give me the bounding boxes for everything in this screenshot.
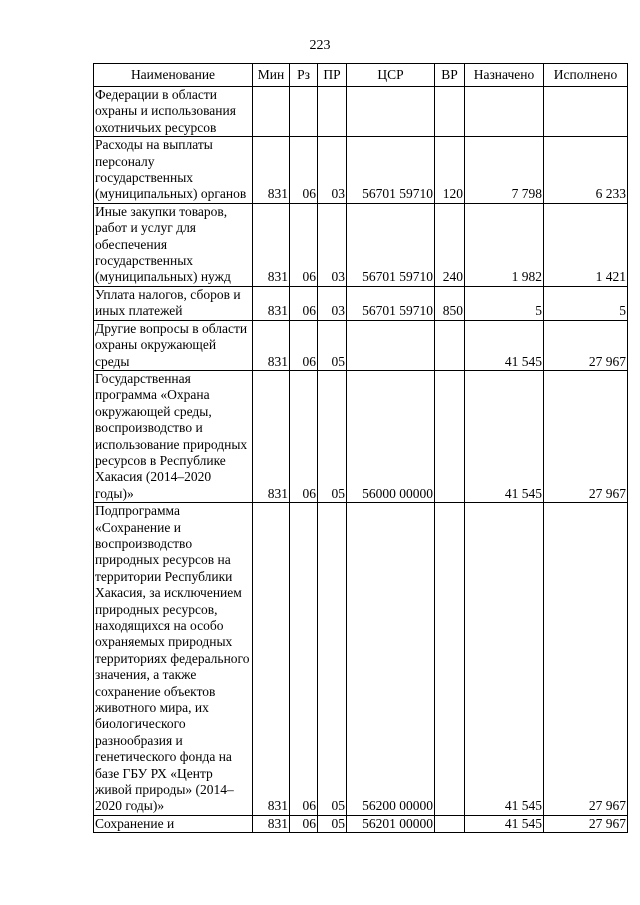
cell-name: Иные закупки товаров, работ и услуг для обеспечения государственных (муниципальных) нужд [94, 203, 253, 286]
cell-vr: 240 [435, 203, 465, 286]
cell-vr [435, 87, 465, 137]
cell-csr: 56200 00000 [347, 503, 435, 816]
cell-vr [435, 370, 465, 502]
cell-pr: 03 [318, 137, 347, 204]
cell-name: Расходы на выплаты персоналу государственных (муниципальных) органов [94, 137, 253, 204]
table-row [94, 286, 628, 320]
header-rz: Рз [290, 64, 318, 87]
cell-pr: 05 [318, 370, 347, 502]
cell-executed: 1 421 [544, 203, 628, 286]
cell-rz [290, 87, 318, 137]
table-row [94, 203, 628, 286]
cell-executed: 27 967 [544, 503, 628, 816]
header-vr: ВР [435, 64, 465, 87]
cell-min: 831 [253, 503, 290, 816]
cell-pr [318, 87, 347, 137]
cell-executed: 27 967 [544, 370, 628, 502]
table-row [94, 503, 628, 816]
cell-csr: 56701 59710 [347, 137, 435, 204]
cell-vr [435, 815, 465, 832]
cell-min: 831 [253, 320, 290, 370]
table-row [94, 87, 628, 137]
cell-pr: 05 [318, 815, 347, 832]
cell-executed: 6 233 [544, 137, 628, 204]
cell-assigned: 5 [465, 286, 544, 320]
cell-executed: 27 967 [544, 815, 628, 832]
cell-min: 831 [253, 286, 290, 320]
header-name: Наименование [94, 64, 253, 87]
cell-rz: 06 [290, 815, 318, 832]
cell-min: 831 [253, 370, 290, 502]
cell-rz: 06 [290, 203, 318, 286]
cell-rz: 06 [290, 503, 318, 816]
header-min: Мин [253, 64, 290, 87]
cell-executed: 27 967 [544, 320, 628, 370]
table-row [94, 320, 628, 370]
cell-csr: 56701 59710 [347, 286, 435, 320]
cell-name: Государственная программа «Охрана окружающей среды, воспроизводство и использование природных ресурсов в Республике Хакасия (2014–2020 годы)» [94, 370, 253, 502]
cell-executed [544, 87, 628, 137]
budget-table [93, 63, 628, 833]
header-pr: ПР [318, 64, 347, 87]
cell-rz: 06 [290, 286, 318, 320]
table-header-row [94, 64, 628, 87]
cell-assigned: 7 798 [465, 137, 544, 204]
cell-rz: 06 [290, 137, 318, 204]
cell-min [253, 87, 290, 137]
cell-name: Подпрограмма «Сохранение и воспроизводство природных ресурсов на территории Республики Хакасия, за исключением природных ресурсов, находящихся на особо охраняемых природных территориях федерального значения, а также сохранение объектов животного мира, их биологического разнообразия и генетического фонда на базе ГБУ РХ «Центр живой природы» (2014–2020 годы)» [94, 503, 253, 816]
cell-csr [347, 87, 435, 137]
cell-name: Федерации в области охраны и использования охотничьих ресурсов [94, 87, 253, 137]
cell-vr: 120 [435, 137, 465, 204]
cell-csr: 56201 00000 [347, 815, 435, 832]
header-executed: Исполнено [544, 64, 628, 87]
cell-assigned: 41 545 [465, 370, 544, 502]
cell-name: Другие вопросы в области охраны окружающей среды [94, 320, 253, 370]
cell-vr [435, 503, 465, 816]
cell-min: 831 [253, 203, 290, 286]
cell-assigned [465, 87, 544, 137]
table-row [94, 137, 628, 204]
table-row [94, 370, 628, 502]
cell-assigned: 41 545 [465, 503, 544, 816]
cell-assigned: 1 982 [465, 203, 544, 286]
cell-min: 831 [253, 815, 290, 832]
cell-min: 831 [253, 137, 290, 204]
cell-name: Уплата налогов, сборов и иных платежей [94, 286, 253, 320]
header-csr: ЦСР [347, 64, 435, 87]
cell-assigned: 41 545 [465, 815, 544, 832]
cell-rz: 06 [290, 320, 318, 370]
table-row [94, 815, 628, 832]
cell-csr: 56000 00000 [347, 370, 435, 502]
cell-csr [347, 320, 435, 370]
cell-rz: 06 [290, 370, 318, 502]
cell-name: Сохранение и [94, 815, 253, 832]
cell-assigned: 41 545 [465, 320, 544, 370]
cell-pr: 05 [318, 503, 347, 816]
cell-pr: 03 [318, 286, 347, 320]
cell-vr [435, 320, 465, 370]
cell-pr: 03 [318, 203, 347, 286]
cell-pr: 05 [318, 320, 347, 370]
cell-vr: 850 [435, 286, 465, 320]
header-assigned: Назначено [465, 64, 544, 87]
cell-csr: 56701 59710 [347, 203, 435, 286]
cell-executed: 5 [544, 286, 628, 320]
page-number: 223 [309, 38, 331, 53]
